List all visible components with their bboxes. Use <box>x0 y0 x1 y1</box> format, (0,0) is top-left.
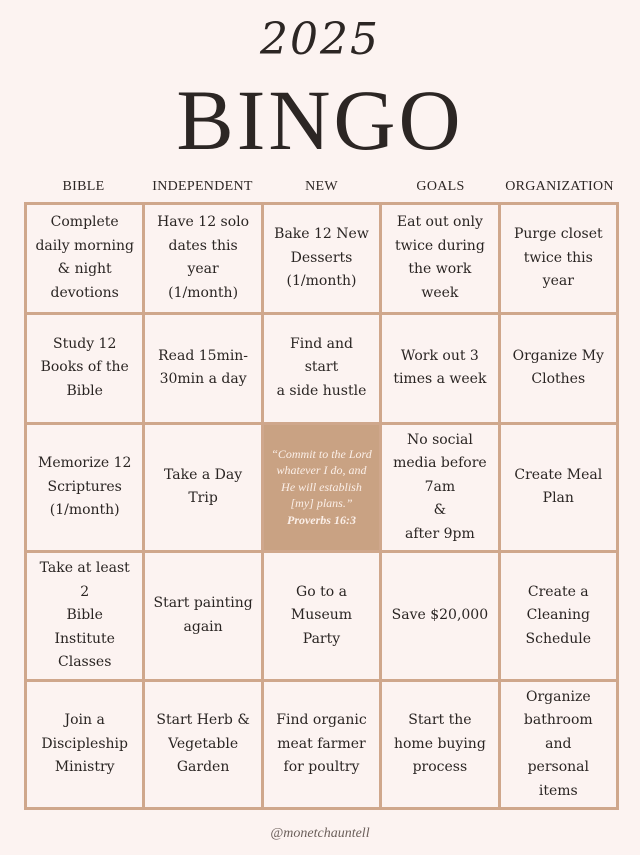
bingo-cell: Take at least 2 Bible Institute Classes <box>27 553 142 679</box>
author-handle: @monetchauntell <box>270 826 370 841</box>
bingo-cell: Memorize 12 Scriptures (1/month) <box>27 425 142 551</box>
bingo-cell: Read 15min- 30min a day <box>145 315 260 422</box>
bingo-cell: Organize bathroom and personal items <box>501 682 616 808</box>
bingo-cell: Create a Cleaning Schedule <box>501 553 616 679</box>
column-header-new: NEW <box>305 179 338 194</box>
bingo-cell: Eat out only twice during the work week <box>382 205 497 312</box>
bingo-cell: Save $20,000 <box>382 553 497 679</box>
bingo-cell: Find and start a side hustle <box>264 315 379 422</box>
column-headers <box>24 176 619 198</box>
column-header-organization: ORGANIZATION <box>505 179 614 194</box>
bingo-cell: Organize My Clothes <box>501 315 616 422</box>
bingo-cell: Start Herb & Vegetable Garden <box>145 682 260 808</box>
bingo-cell: Start painting again <box>145 553 260 679</box>
free-space-reference: Proverbs 16:3 <box>286 512 356 527</box>
bingo-cell: No social media before 7am & after 9pm <box>382 425 497 551</box>
bingo-cell: Start the home buying process <box>382 682 497 808</box>
column-header-bible: BIBLE <box>62 179 105 194</box>
bingo-cell: Join a Discipleship Ministry <box>27 682 142 808</box>
bingo-cell: Bake 12 New Desserts (1/month) <box>264 205 379 312</box>
bingo-cell: Go to a Museum Party <box>264 553 379 679</box>
free-space-cell <box>264 425 379 551</box>
bingo-cell: Work out 3 times a week <box>382 315 497 422</box>
bingo-cell: Complete daily morning & night devotions <box>27 205 142 312</box>
bingo-cell: Take a Day Trip <box>145 425 260 551</box>
free-space-quote: “Commit to the Lord whatever I do, and He will establish [my] plans.” <box>271 446 372 511</box>
column-header-goals: GOALS <box>416 179 465 194</box>
bingo-grid <box>24 202 619 810</box>
bingo-cell: Create Meal Plan <box>501 425 616 551</box>
bingo-title: BINGO <box>176 72 464 168</box>
bingo-cell: Find organic meat farmer for poultry <box>264 682 379 808</box>
bingo-cell: Purge closet twice this year <box>501 205 616 312</box>
column-header-independent: INDEPENDENT <box>152 179 253 194</box>
year-heading: 2025 <box>260 14 380 65</box>
bingo-cell: Have 12 solo dates this year (1/month) <box>145 205 260 312</box>
bingo-cell: Study 12 Books of the Bible <box>27 315 142 422</box>
